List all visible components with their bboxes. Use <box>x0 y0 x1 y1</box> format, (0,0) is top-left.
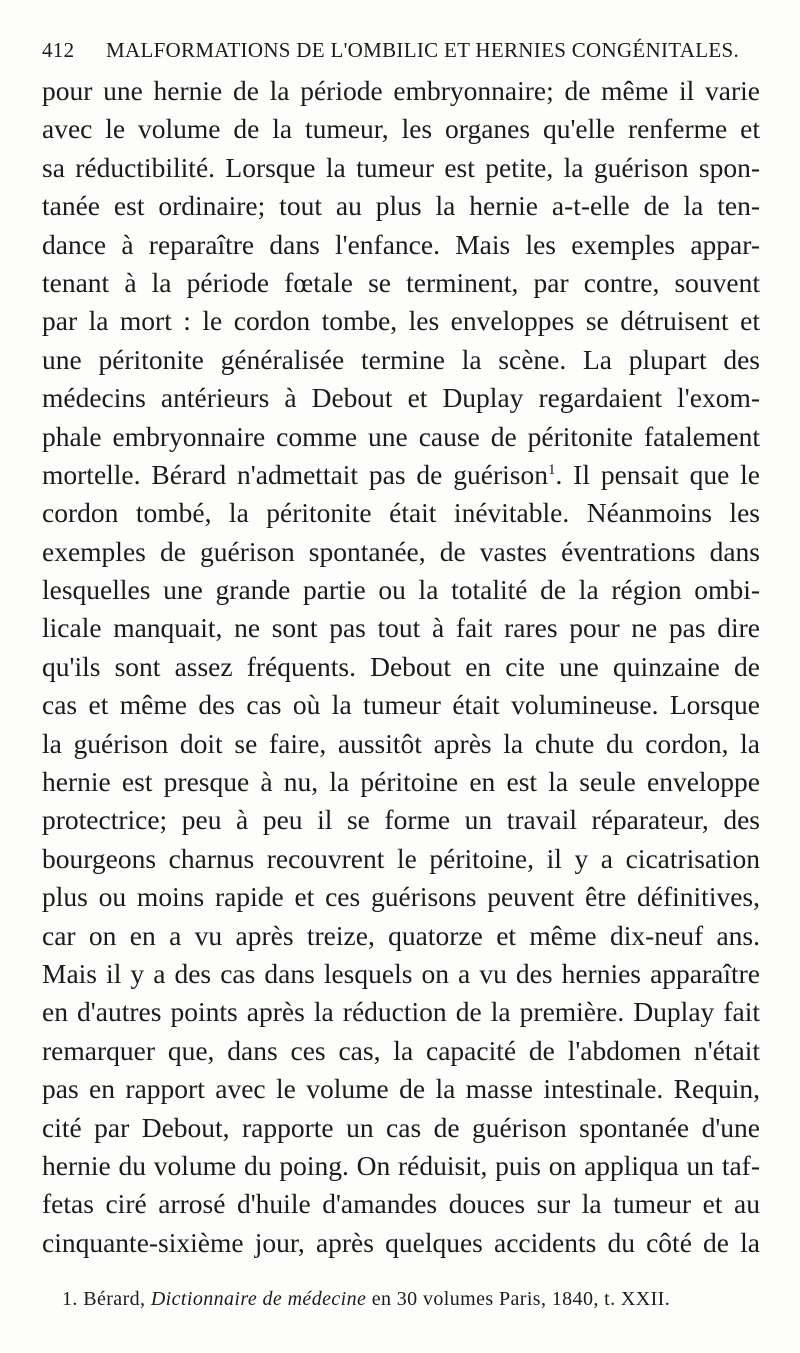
text-line: bourgeons charnus recouvrent le péritoine, il y a cicatrisation <box>42 842 760 874</box>
text-line: médecins antérieurs à Debout et Duplay regardaient l'exom- <box>42 382 760 414</box>
text-line: en d'autres points après la réduction de la première. Duplay fait <box>42 996 760 1028</box>
text-line: protectrice; peu à peu il se forme un travail réparateur, des <box>42 804 760 836</box>
text-line: pour une hernie de la période embryonnaire; de même il varie <box>42 75 760 106</box>
text-line-start: mortelle. Bérard n'admettait pas de guérison <box>42 458 548 490</box>
footnote <box>62 1284 762 1314</box>
text-line: cinquante-sixième jour, après quelques accidents du côté de la <box>42 1226 760 1258</box>
text-line: tenant à la période fœtale se terminent, par contre, souvent <box>42 266 760 298</box>
text-line: fetas ciré arrosé d'huile d'amandes douces sur la tumeur et au <box>42 1188 760 1220</box>
text-line-end: . Il pensait que le <box>555 458 760 490</box>
text-line: la guérison doit se faire, aussitôt après la chute du cordon, la <box>42 727 760 759</box>
footnote-number: 1. <box>62 1288 78 1310</box>
text-line: une péritonite généralisée termine la scène. La plupart des <box>42 343 760 375</box>
text-line: qu'ils sont assez fréquents. Debout en cite une quinzaine de <box>42 650 760 682</box>
text-line: pas en rapport avec le volume de la masse intestinale. Requin, <box>42 1073 760 1105</box>
text-line: lesquelles une grande partie ou la totalité de la région ombi- <box>42 574 760 606</box>
footnote-title: Dictionnaire de médecine <box>150 1288 367 1310</box>
text-line: tanée est ordinaire; tout au plus la hernie a-t-elle de la ten- <box>42 190 760 222</box>
page-header <box>42 38 762 68</box>
text-line: remarquer que, dans ces cas, la capacité de l'abdomen n'était <box>42 1034 760 1066</box>
text-line: plus ou moins rapide et ces guérisons peuvent être définitives, <box>42 881 760 913</box>
text-line: avec le volume de la tumeur, les organes qu'elle renferme et <box>42 113 760 145</box>
text-line: dance à reparaître dans l'enfance. Mais les exemples appar- <box>42 228 760 260</box>
text-line: cas et même des cas où la tumeur était volumineuse. Lorsque <box>42 689 760 721</box>
footnote-rest: en 30 volumes Paris, 1840, t. XXII. <box>371 1288 671 1310</box>
text-line: par la mort : le cordon tombe, les enveloppes se détruisent et <box>42 305 760 337</box>
page-number: 412 <box>42 38 75 62</box>
text-line-with-footnote <box>42 456 760 494</box>
text-line: hernie du volume du poing. On réduisit, puis on appliqua un taf- <box>42 1149 760 1181</box>
text-line: cité par Debout, rapporte un cas de guérison spontanée d'une <box>42 1111 760 1143</box>
body-text <box>42 72 760 1262</box>
text-line: exemples de guérison spontanée, de vastes éventrations dans <box>42 535 760 567</box>
text-line: cordon tombé, la péritonite était inévitable. Néanmoins les <box>42 497 760 529</box>
text-line: phale embryonnaire comme une cause de péritonite fatalement <box>42 420 760 452</box>
text-line: car on en a vu après treize, quatorze et même dix-neuf ans. <box>42 919 760 951</box>
footnote-author: Bérard, <box>83 1288 146 1310</box>
running-title: MALFORMATIONS DE L'OMBILIC ET HERNIES CONGÉNITALES. <box>106 38 740 62</box>
text-line: hernie est presque à nu, la péritoine en est la seule enveloppe <box>42 766 760 798</box>
footnote-reference: 1 <box>547 461 556 478</box>
text-line: sa réductibilité. Lorsque la tumeur est petite, la guérison spon- <box>42 151 760 183</box>
text-line: Mais il y a des cas dans lesquels on a vu des hernies apparaître <box>42 957 760 989</box>
text-line: licale manquait, ne sont pas tout à fait rares pour ne pas dire <box>42 612 760 644</box>
